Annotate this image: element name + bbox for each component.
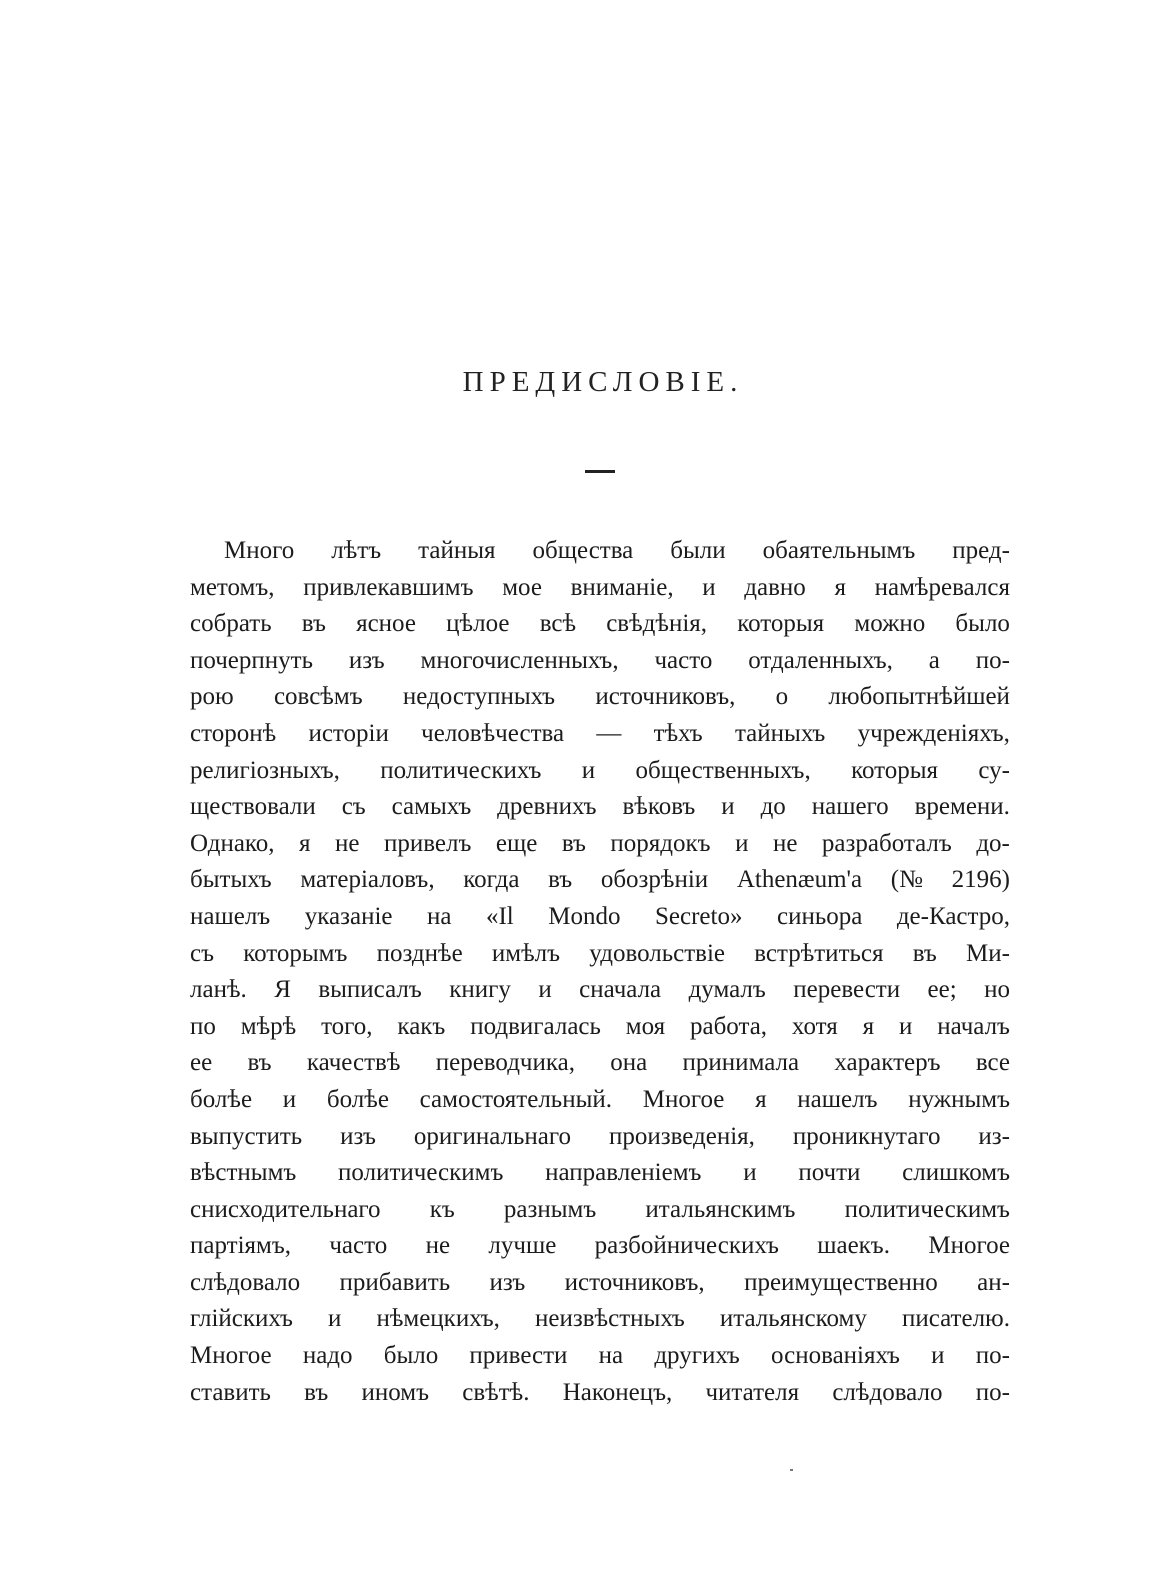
- text-line: ществовали съ самыхъ древнихъ вѣковъ и до нашего времени.: [190, 793, 1010, 821]
- text-line: Однако, я не привелъ еще въ порядокъ и не разработалъ до-: [190, 829, 1010, 857]
- text-line: рою совсѣмъ недоступныхъ источниковъ, о любопытнѣйшей: [190, 683, 1010, 711]
- text-line: сторонѣ исторіи человѣчества — тѣхъ тайныхъ учрежденіяхъ,: [190, 719, 1010, 747]
- text-line: болѣе и болѣе самостоятельный. Многое я нашелъ нужнымъ: [190, 1085, 1010, 1113]
- text-line: снисходительнаго къ разнымъ итальянскимъ политическимъ: [190, 1195, 1010, 1223]
- page-title: ПРЕДИСЛОВІЕ.: [462, 366, 744, 398]
- text-line: слѣдовало прибавить изъ источниковъ, преимущественно ан-: [190, 1268, 1010, 1296]
- text-line: почерпнуть изъ многочисленныхъ, часто отдаленныхъ, а по-: [190, 646, 1010, 674]
- text-line: нашелъ указаніе на «Il Mondo Secreto» синьора де-Кастро,: [190, 902, 1010, 930]
- text-line: вѣстнымъ политическимъ направленіемъ и почти слишкомъ: [190, 1159, 1010, 1187]
- text-line: Много лѣтъ тайныя общества были обаятельнымъ пред-: [224, 537, 1010, 564]
- text-line: по мѣрѣ того, какъ подвигалась моя работа, хотя я и началъ: [190, 1012, 1010, 1040]
- text-line: глійскихъ и нѣмецкихъ, неизвѣстныхъ итальянскому писателю.: [190, 1305, 1010, 1333]
- title-rule: [585, 470, 615, 473]
- text-line: съ которымъ позднѣе имѣлъ удовольствіе встрѣтиться въ Ми-: [190, 939, 1010, 967]
- text-line: выпустить изъ оригинальнаго произведенія, проникнутаго из-: [190, 1122, 1010, 1150]
- paper-speck: [790, 1469, 793, 1471]
- body-text: [190, 533, 1010, 1411]
- text-line: Многое надо было привести на другихъ основаніяхъ и по-: [190, 1342, 1010, 1370]
- text-line: метомъ, привлекавшимъ мое вниманіе, и давно я намѣревался: [190, 573, 1010, 601]
- text-line: бытыхъ матеріаловъ, когда въ обозрѣніи Athenæum'а (№ 2196): [190, 866, 1010, 894]
- text-line: партіямъ, часто не лучше разбойническихъ шаекъ. Многое: [190, 1232, 1010, 1260]
- text-line: ее въ качествѣ переводчика, она принимала характеръ все: [190, 1049, 1010, 1077]
- text-line: ставить въ иномъ свѣтѣ. Наконецъ, читателя слѣдовало по-: [190, 1378, 1010, 1406]
- text-line: собрать въ ясное цѣлое всѣ свѣдѣнія, которыя можно было: [190, 610, 1010, 638]
- text-line: религіозныхъ, политическихъ и общественныхъ, которыя су-: [190, 756, 1010, 784]
- text-line: ланѣ. Я выписалъ книгу и сначала думалъ перевести ее; но: [190, 976, 1010, 1004]
